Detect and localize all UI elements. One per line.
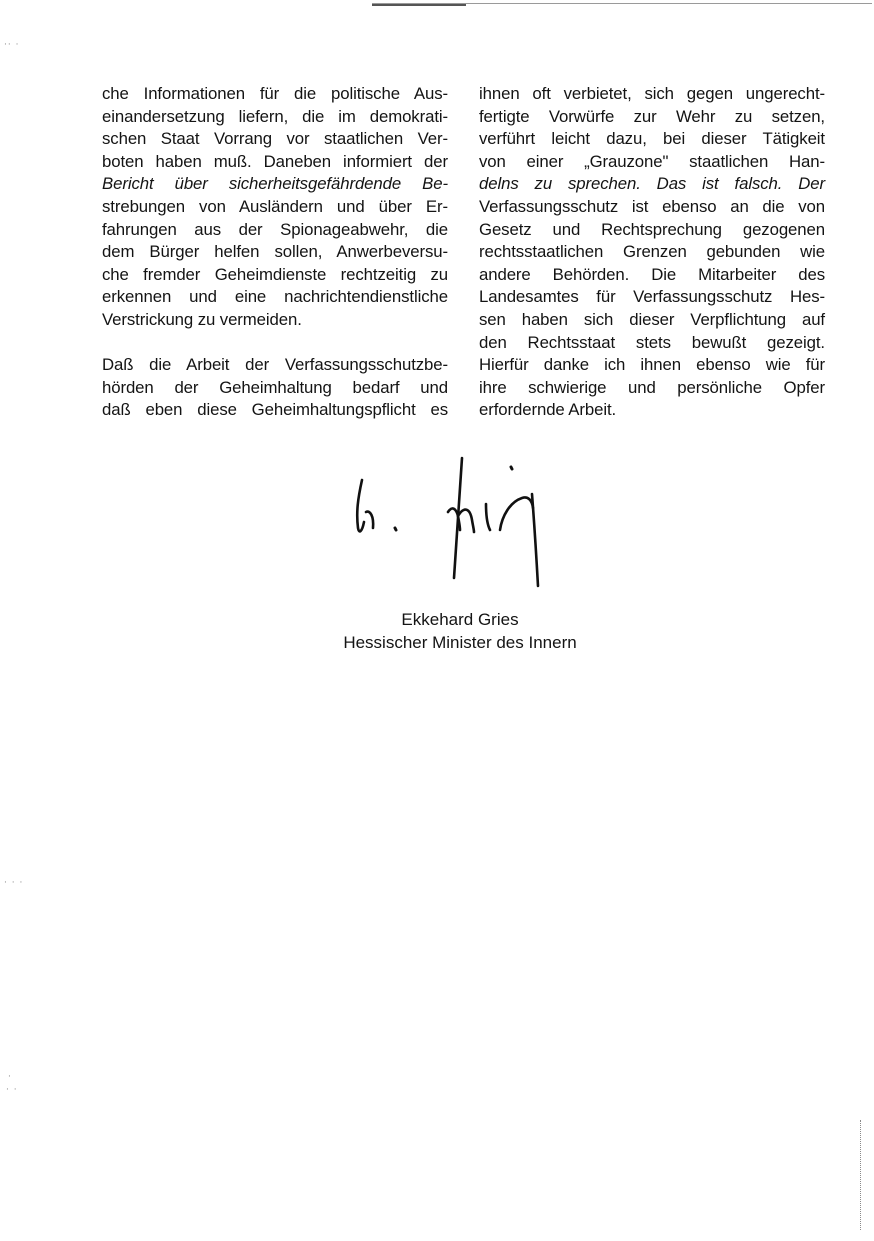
text-column-right: [479, 83, 825, 422]
text-line: boten haben muß. Daneben informiert der: [102, 151, 448, 171]
signature-block: [300, 608, 620, 654]
text-line: erkennen und eine nachrichtendienstliche: [102, 287, 448, 307]
text-line: den Rechtsstaat stets bewußt gezeigt.: [479, 332, 825, 352]
signatory-title: Hessischer Minister des Innern: [343, 633, 577, 652]
scan-speck: ·· ·: [4, 40, 20, 50]
handwritten-signature: [340, 450, 570, 595]
scan-border-line-dark: [372, 4, 466, 6]
text-line: ihnen oft verbietet, sich gegen ungerecht-: [479, 84, 825, 103]
text-line: Gesetz und Rechtsprechung gezogenen: [479, 219, 825, 239]
text-line: schen Staat Vorrang vor staatlichen Ver-: [102, 129, 448, 149]
text-line: rechtsstaatlichen Grenzen gebunden wie: [479, 242, 825, 262]
text-line: Daß die Arbeit der Verfassungsschutzbe-: [102, 355, 448, 375]
text-line: Verfassungsschutz ist ebenso an die von: [479, 196, 825, 216]
text-line: strebungen von Ausländern und über Er-: [102, 196, 448, 216]
text-line: hörden der Geheimhaltung bedarf und: [102, 377, 448, 397]
text-line: sen haben sich dieser Verpflichtung auf: [479, 309, 825, 329]
text-line: fahrungen aus der Spionageabwehr, die: [102, 219, 448, 239]
text-line: von einer „Grauzone" staatlichen Han-: [479, 151, 825, 171]
text-line: fertigte Vorwürfe zur Wehr zu setzen,: [479, 106, 825, 126]
text-line: che Informationen für die politische Aus-: [102, 84, 448, 103]
text-line: che fremder Geheimdienste rechtzeitig zu: [102, 264, 448, 284]
text-line: verführt leicht dazu, bei dieser Tätigkeit: [479, 129, 825, 149]
scan-speck: · ·: [6, 1085, 18, 1095]
text-line: einandersetzung liefern, die im demokrati-: [102, 106, 448, 126]
text-line: Hierfür danke ich ihnen ebenso wie für: [479, 355, 825, 375]
text-line: andere Behörden. Die Mitarbeiter des: [479, 264, 825, 284]
paragraph-2: [102, 354, 448, 422]
paragraph-gap: [102, 332, 448, 355]
italic-phrase: delns zu sprechen.: [479, 174, 641, 194]
text-line: Verstrickung zu vermeiden.: [102, 309, 302, 329]
text-line: daß eben diese Geheimhaltungspflicht es: [102, 400, 448, 420]
text-line: dem Bürger helfen sollen, Anwerbeversu-: [102, 242, 448, 262]
italic-phrase-rest: Das ist falsch. Der: [640, 174, 825, 194]
text-line-italic: Bericht über sicherheitsgefährdende Be-: [102, 174, 448, 194]
text-column-left: [102, 83, 448, 422]
text-line: Landesamtes für Verfassungsschutz Hes-: [479, 287, 825, 307]
text-line: ihre schwierige und persönliche Opfer: [479, 377, 825, 397]
text-line: erfordernde Arbeit.: [479, 400, 617, 420]
scan-speck: · · ·: [4, 878, 24, 888]
scan-edge-mark: [860, 1120, 862, 1230]
paragraph-1: [102, 83, 448, 332]
signatory-name: Ekkehard Gries: [401, 610, 519, 629]
scan-speck: ·: [8, 1072, 12, 1082]
text-line-mixed: [479, 173, 825, 196]
